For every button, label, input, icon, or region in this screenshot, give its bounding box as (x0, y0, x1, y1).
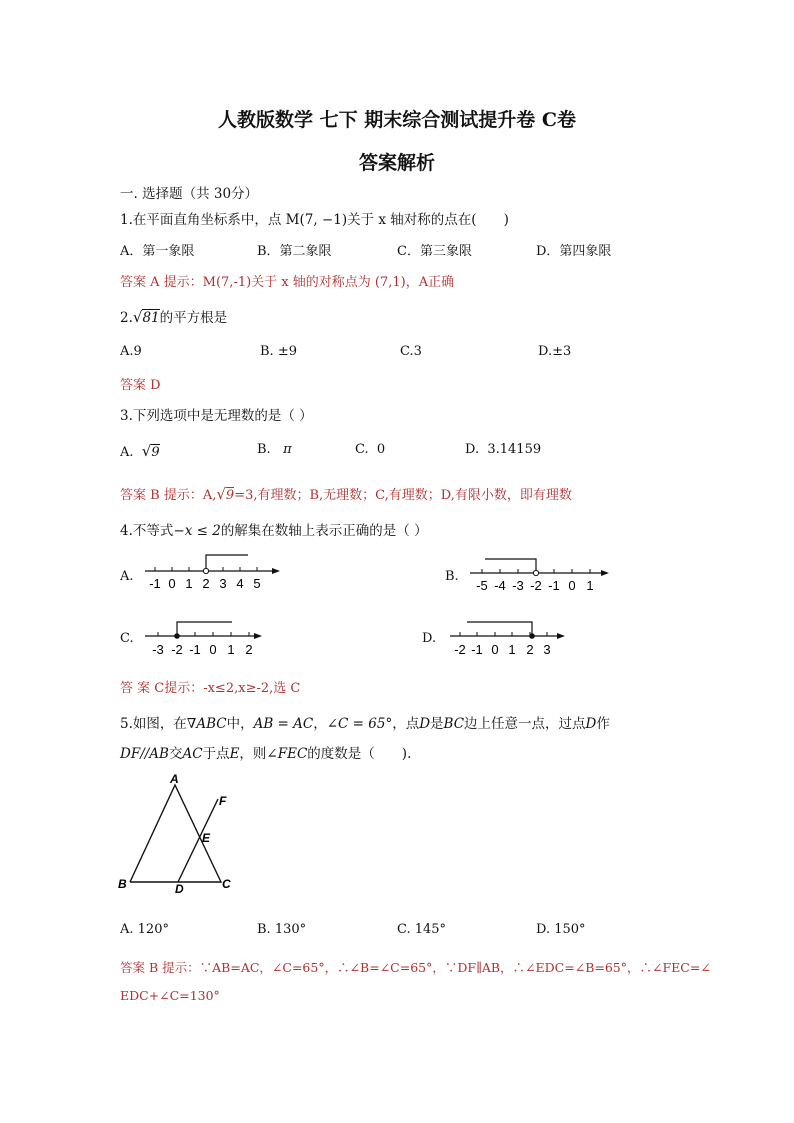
tick-label: 0 (568, 578, 576, 593)
q2-option-c: C.3 (400, 344, 422, 359)
page-title: 人教版数学 七下 期末综合测试提升卷 C卷 (218, 109, 576, 131)
q5-text: 交 (168, 746, 183, 762)
q3-answer-radicand: 9 (225, 488, 235, 503)
tick-label: 2 (526, 642, 534, 657)
q5-math: DF//AB (120, 746, 169, 762)
tick-label: 2 (202, 576, 210, 591)
q2-suffix: 的平方根是 (159, 310, 228, 326)
q4-label-a: A. (120, 569, 134, 584)
q1-option-a: A．第一象限 (120, 244, 195, 259)
q2-radicand: 81 (142, 310, 160, 326)
label-e: E (202, 831, 211, 845)
q4-label-d: D. (422, 631, 437, 646)
solution-bracket (177, 622, 232, 636)
q5-text: 作 (596, 716, 610, 732)
q3-option-a-radicand: 9 (151, 445, 160, 460)
tick-label: -3 (152, 642, 164, 657)
q3-option-d-label: D. (465, 442, 480, 457)
tick-label: 1 (508, 642, 516, 657)
q5-math: AC (182, 746, 203, 762)
q3-option-c-label: C. (355, 442, 369, 457)
q4-stem-math: −x ≤ 2 (173, 523, 221, 539)
axis-arrow (557, 633, 565, 639)
tick-label: 4 (236, 576, 244, 591)
solution-bracket (485, 559, 536, 573)
q5-math: AB = AC (253, 716, 314, 732)
q1-answer: 答案 A 提示：M(7,-1)关于 x 轴的对称点为 (7,1)，A正确 (120, 275, 455, 290)
tick-label: -2 (454, 642, 466, 657)
q3-option-b (257, 442, 292, 457)
q5-text: ，点 (392, 716, 420, 732)
q5-text: 的度数是（ ). (307, 746, 412, 762)
q1-option-d: D．第四象限 (536, 244, 612, 259)
number-line-c (140, 614, 270, 659)
q3-option-a (120, 442, 160, 460)
tick-label: -1 (149, 576, 161, 591)
q4-label-b: B. (445, 569, 459, 584)
triangle-figure (115, 770, 245, 895)
label-b: B (118, 877, 127, 891)
section-heading: 一. 选择题（共 30分） (120, 186, 259, 202)
tick-label: 5 (253, 576, 261, 591)
line-df (178, 799, 218, 882)
tick-label: -3 (512, 578, 524, 593)
tick-label: -5 (476, 578, 488, 593)
q3-stem: 3.下列选项中是无理数的是（ ） (120, 408, 313, 424)
tick-label: -1 (548, 578, 560, 593)
q5-text: ， (313, 716, 327, 732)
tick-label: 1 (586, 578, 594, 593)
q3-option-d-value: 3.14159 (487, 442, 542, 457)
q2-sqrt-sign: √ (132, 308, 143, 326)
q3-option-d (465, 442, 541, 457)
closed-point (174, 633, 180, 639)
label-f: F (219, 794, 227, 808)
tick-label: 0 (168, 576, 176, 591)
q2-option-a: A.9 (120, 344, 142, 359)
tick-label: 0 (209, 642, 217, 657)
q3-option-c-value: 0 (376, 442, 386, 457)
q5-option-c: C. 145° (397, 922, 447, 937)
q3-option-a-label: A. (120, 445, 134, 460)
number-line-d (445, 612, 575, 657)
tick-label: -1 (189, 642, 201, 657)
q2-option-b: B. ±9 (260, 344, 297, 359)
axis-arrow (601, 570, 609, 576)
axis-arrow (254, 633, 262, 639)
q1-option-c: C．第三象限 (397, 244, 472, 259)
tick-label: -1 (471, 642, 483, 657)
q5-text: 5.如图，在 (120, 716, 187, 732)
q5-text: 中， (226, 716, 254, 732)
tick-label: -2 (171, 642, 183, 657)
q3-answer-sqrt: √ (216, 485, 226, 503)
q5-math: BC (443, 716, 465, 732)
q5-math: ∠FEC (266, 746, 308, 762)
q4-stem (120, 519, 428, 539)
tick-label: 3 (219, 576, 227, 591)
q5-math: E (229, 746, 240, 762)
q2-stem (120, 306, 227, 326)
q5-line1 (120, 712, 610, 732)
q3-option-a-sqrt: √ (141, 442, 152, 460)
q4-answer: 答 案 C提示：-x≤2,x≥-2,选 C (120, 681, 301, 696)
q3-answer-suffix: =3,有理数；B,无理数；C,有理数；D,有限小数，即有理数 (234, 488, 572, 503)
q1-stem: 1.在平面直角坐标系中，点 M(7, −1)关于 x 轴对称的点在( ) (120, 212, 509, 228)
open-point (203, 568, 208, 573)
closed-point (529, 633, 535, 639)
q2-prefix: 2. (120, 310, 133, 326)
tick-label: 2 (245, 642, 253, 657)
number-line-b (465, 550, 615, 595)
q5-text: ，则 (239, 746, 267, 762)
q5-math: D (585, 716, 597, 732)
q5-text: 是 (430, 716, 444, 732)
label-d: D (175, 882, 184, 895)
label-c: C (222, 877, 231, 891)
q5-option-b: B. 130° (257, 922, 307, 937)
tick-label: 0 (491, 642, 499, 657)
q5-text: 边上任意一点，过点 (464, 716, 586, 732)
axis-arrow (272, 568, 280, 574)
open-point (533, 570, 538, 575)
q5-option-d: D. 150° (536, 922, 586, 937)
q5-math: ∇ABC (186, 716, 227, 732)
solution-bracket (206, 555, 248, 571)
tick-label: -4 (494, 578, 506, 593)
q3-answer (120, 484, 572, 503)
number-line-a (140, 550, 285, 595)
q1-option-b: B．第二象限 (257, 244, 332, 259)
label-a: A (170, 772, 179, 786)
q5-answer-line2: EDC+∠C=130° (120, 988, 220, 1003)
tick-label: 1 (227, 642, 235, 657)
q3-option-b-value: π (283, 442, 292, 457)
q3-option-c (355, 442, 385, 457)
q2-answer: 答案 D (120, 378, 161, 393)
q4-stem-prefix: 4.不等式 (120, 523, 174, 539)
q5-math: D (419, 716, 431, 732)
q5-option-a: A. 120° (120, 922, 169, 937)
tick-label: 3 (543, 642, 551, 657)
q4-label-c: C. (120, 631, 134, 646)
q5-math: ∠C = 65° (326, 716, 393, 732)
page-subtitle: 答案解析 (358, 152, 435, 174)
q5-answer-line1: 答案 B 提示：∵AB=AC，∠C=65°，∴∠B=∠C=65°，∵DF∥AB，∴∠EDC=∠B=65°，∴∠FEC=∠ (120, 960, 711, 975)
q3-option-b-label: B. (257, 442, 271, 457)
q5-line2 (120, 742, 411, 762)
q3-answer-prefix: 答案 B 提示：A, (120, 488, 217, 503)
tick-label: -2 (530, 578, 542, 593)
q5-text: 于点 (202, 746, 230, 762)
q4-stem-suffix: 的解集在数轴上表示正确的是（ ） (220, 523, 428, 539)
q2-option-d: D.±3 (538, 344, 572, 359)
tick-label: 1 (185, 576, 193, 591)
